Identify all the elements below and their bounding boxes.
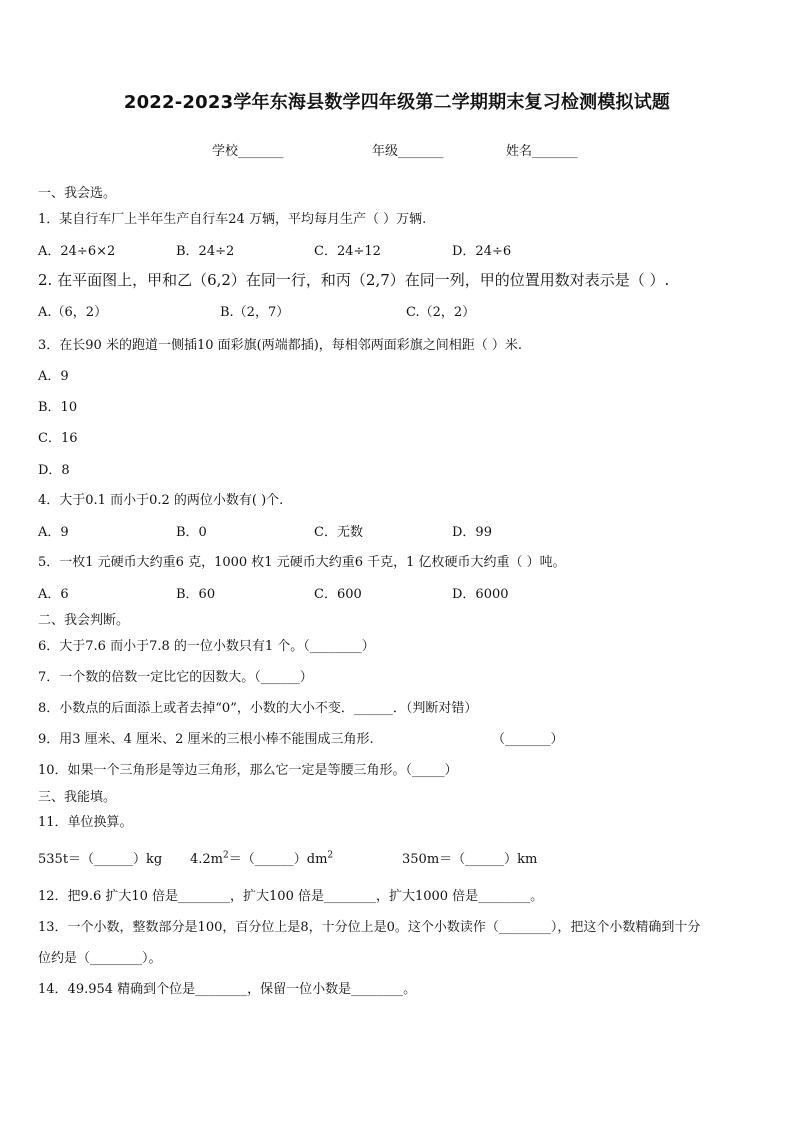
section-heading-judge: 二、我会判断。 [38, 613, 130, 628]
q3-option-b: B．10 [38, 400, 78, 415]
q9-answer-blank: （_______） [492, 732, 564, 747]
q4-option-b: B．0 [176, 525, 207, 540]
q11-conversion-2 [190, 848, 333, 867]
q11-c2-exp2: 2 [327, 850, 334, 861]
grade-field: 年级_______ [372, 144, 444, 159]
question-10: 10．如果一个三角形是等边三角形，那么它一定是等腰三角形。（_____） [38, 763, 458, 778]
question-5: 5．一枚1 元硬币大约重6 克，1000 枚1 元硬币大约重6 千克，1 亿枚硬币大约重（ ）吨。 [38, 555, 566, 570]
question-7: 7．一个数的倍数一定比它的因数大。（______） [38, 670, 313, 685]
q3-option-a: A．9 [38, 369, 69, 384]
q1-option-a: A．24÷6×2 [38, 244, 116, 259]
q4-option-a: A．9 [38, 525, 69, 540]
question-6: 6．大于7.6 而小于7.8 的一位小数只有1 个。（________） [38, 639, 375, 654]
q1-option-d: D．24÷6 [452, 244, 512, 259]
question-3: 3．在长90 米的跑道一侧插10 面彩旗(两端都插)，每相邻两面彩旗之间相距（ ）米. [38, 338, 523, 353]
q1-option-c: C．24÷12 [314, 244, 381, 259]
q11-conversion-1: 535t＝（______）kg [38, 852, 163, 867]
q2-option-b: B.（2，7） [220, 305, 290, 320]
q11-c2-value: 4.2m [190, 852, 224, 867]
section-heading-fill: 三、我能填。 [38, 790, 117, 805]
q5-option-c: C．600 [314, 587, 362, 602]
question-2: 2. 在平面图上，甲和乙（6,2）在同一行，和丙（2,7）在同一列，甲的位置用数对表示是（ ）. [38, 271, 670, 289]
question-14: 14．49.954 精确到个位是________，保留一位小数是________。 [38, 982, 417, 997]
question-12: 12．把9.6 扩大10 倍是________，扩大100 倍是________，扩大1000 倍是________。 [38, 889, 544, 904]
q11-conversion-3: 350m＝（______）km [402, 852, 538, 867]
question-8: 8．小数点的后面添上或者去掉“0”，小数的大小不变．______．（判断对错） [38, 701, 478, 716]
q4-option-c: C．无数 [314, 525, 363, 540]
section-heading-choice: 一、我会选。 [38, 186, 117, 201]
question-13-line-2: 位约是（________）。 [38, 951, 162, 966]
question-4: 4．大于0.1 而小于0.2 的两位小数有( )个. [38, 493, 284, 508]
question-1: 1．某自行车厂上半年生产自行车24 万辆，平均每月生产（ ）万辆. [38, 212, 427, 227]
question-11: 11．单位换算。 [38, 815, 133, 830]
q3-option-d: D．8 [38, 463, 70, 478]
school-field: 学校_______ [212, 144, 284, 159]
q1-option-b: B．24÷2 [176, 244, 235, 259]
name-field: 姓名_______ [506, 144, 578, 159]
q2-option-a: A.（6，2） [38, 305, 108, 320]
q4-option-d: D．99 [452, 525, 492, 540]
q3-option-c: C．16 [38, 431, 78, 446]
question-9: 9．用3 厘米、4 厘米、2 厘米的三根小棒不能围成三角形. [38, 732, 374, 747]
q11-c2-exp: 2 [223, 850, 229, 861]
q5-option-b: B．60 [176, 587, 216, 602]
page-title: 2022-2023学年东海县数学四年级第二学期期末复习检测模拟试题 [123, 92, 671, 113]
q11-c2-rest: ＝（______）dm [228, 852, 328, 867]
q5-option-d: D．6000 [452, 587, 509, 602]
q5-option-a: A．6 [38, 587, 69, 602]
question-13-line-1: 13．一个小数，整数部分是100，百分位上是8，十分位上是0。这个小数读作（________），把这个小数精确到十分 [38, 920, 701, 935]
q2-option-c: C.（2，2） [406, 305, 476, 320]
